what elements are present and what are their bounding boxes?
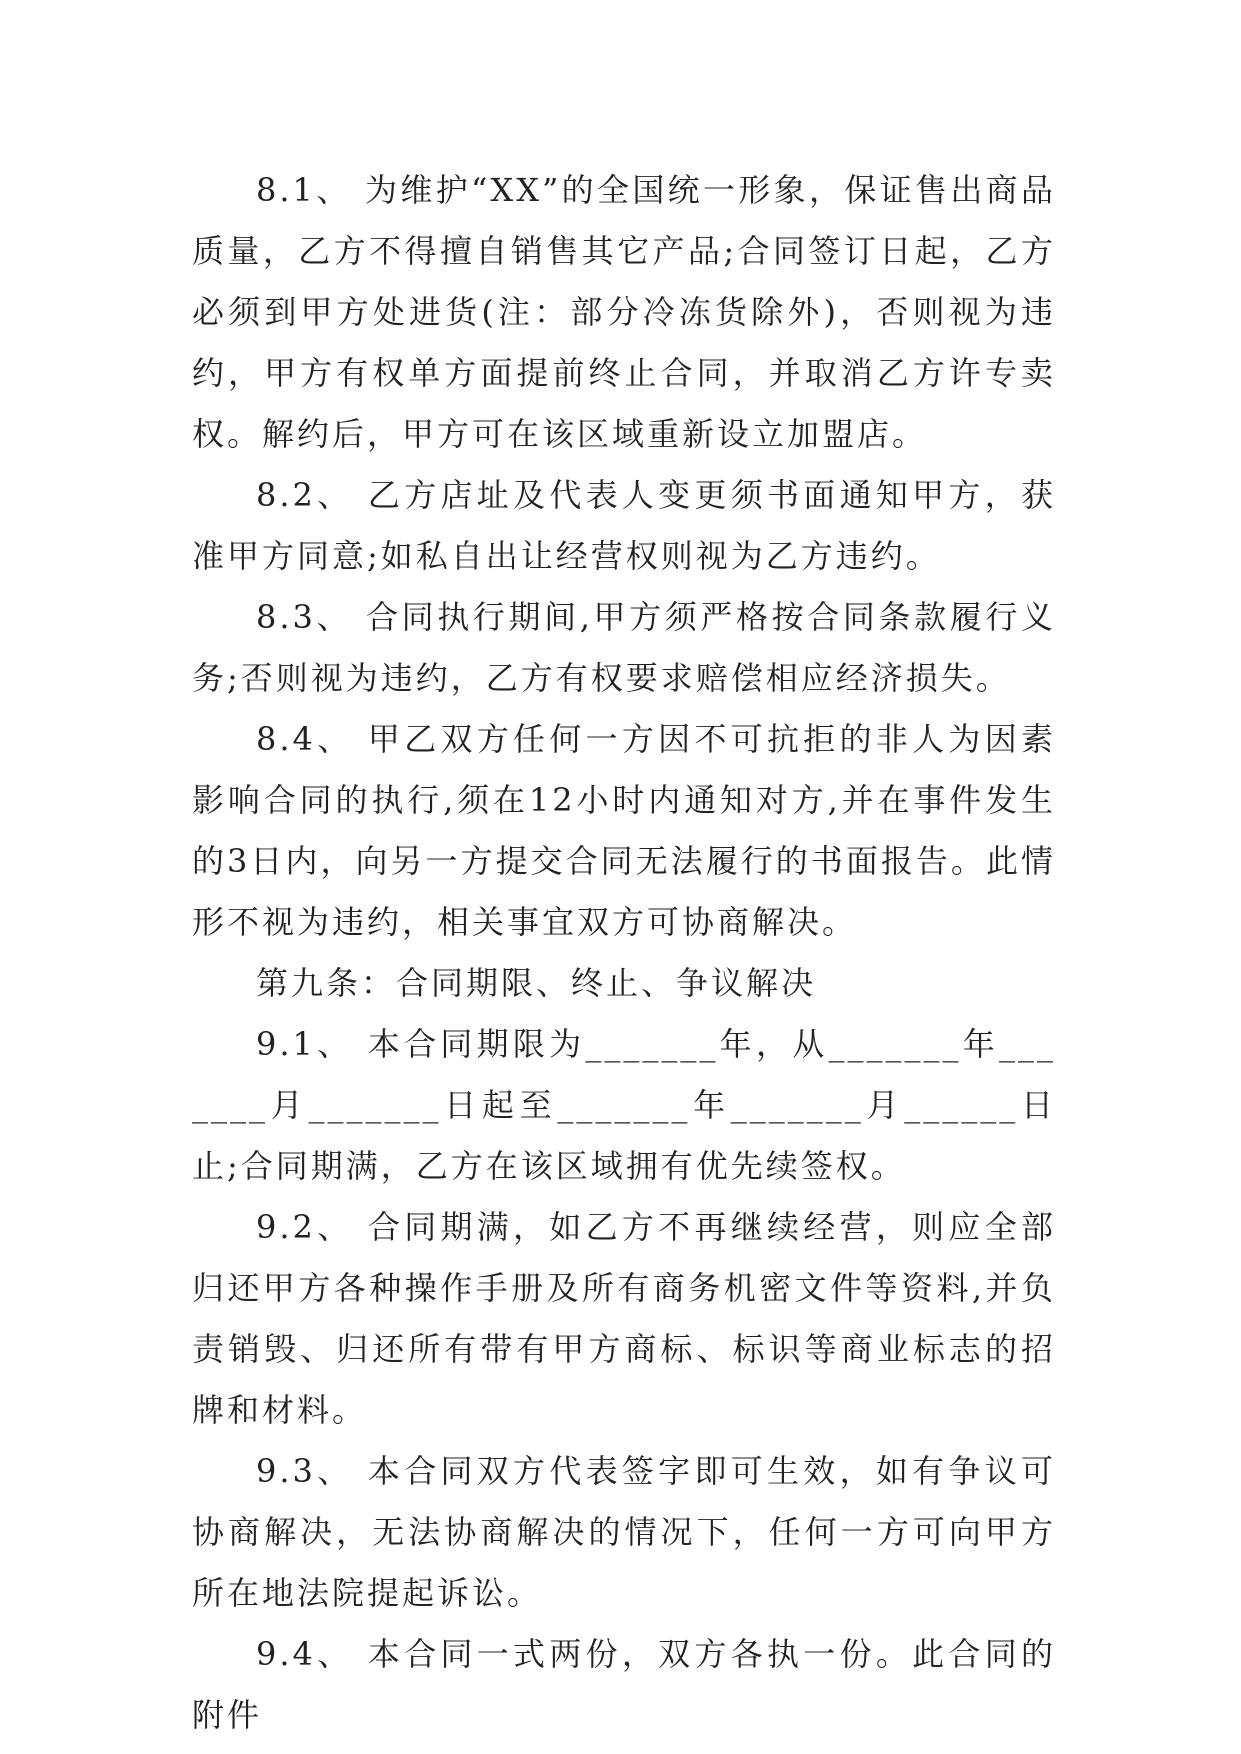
contract-body <box>192 160 1056 1746</box>
clause-9-3: 9.3、 本合同双方代表签字即可生效，如有争议可协商解决，无法协商解决的情况下，任何一方可向甲方所在地法院提起诉讼。 <box>192 1452 1056 1612</box>
clause-8-2: 8.2、 乙方店址及代表人变更须书面通知甲方，获准甲方同意;如私自出让经营权则视为乙方违约。 <box>192 476 1056 575</box>
clause-9-1: 9.1、 本合同期限为_______年，从_______年_______月_______日起至_______年_______月______日止;合同期满，乙方在该区域拥有优先续签权。 <box>192 1025 1056 1185</box>
clause-9-2: 9.2、 合同期满，如乙方不再继续经营，则应全部归还甲方各种操作手册及所有商务机密文件等资料,并负责销毁、归还所有带有甲方商标、标识等商业标志的招牌和材料。 <box>192 1208 1056 1429</box>
clause-8-4: 8.4、 甲乙双方任何一方因不可抗拒的非人为因素影响合同的执行,须在12小时内通知对方,并在事件发生的3日内，向另一方提交合同无法履行的书面报告。此情形不视为违约，相关事宜双方可协商解决。 <box>192 720 1056 941</box>
clause-8-1: 8.1、 为维护“XX”的全国统一形象，保证售出商品质量，乙方不得擅自销售其它产品;合同签订日起，乙方必须到甲方处进货(注：部分冷冻货除外)，否则视为违约，甲方有权单方面提前终止合同，并取消乙方许专卖权。解约后，甲方可在该区域重新设立加盟店。 <box>192 171 1056 453</box>
article-9-heading: 第九条：合同期限、终止、争议解决 <box>256 964 817 1002</box>
clause-8-3: 8.3、 合同执行期间,甲方须严格按合同条款履行义务;否则视为违约，乙方有权要求赔偿相应经济损失。 <box>192 598 1056 697</box>
clause-9-4: 9.4、 本合同一式两份，双方各执一份。此合同的附件 <box>192 1635 1056 1734</box>
